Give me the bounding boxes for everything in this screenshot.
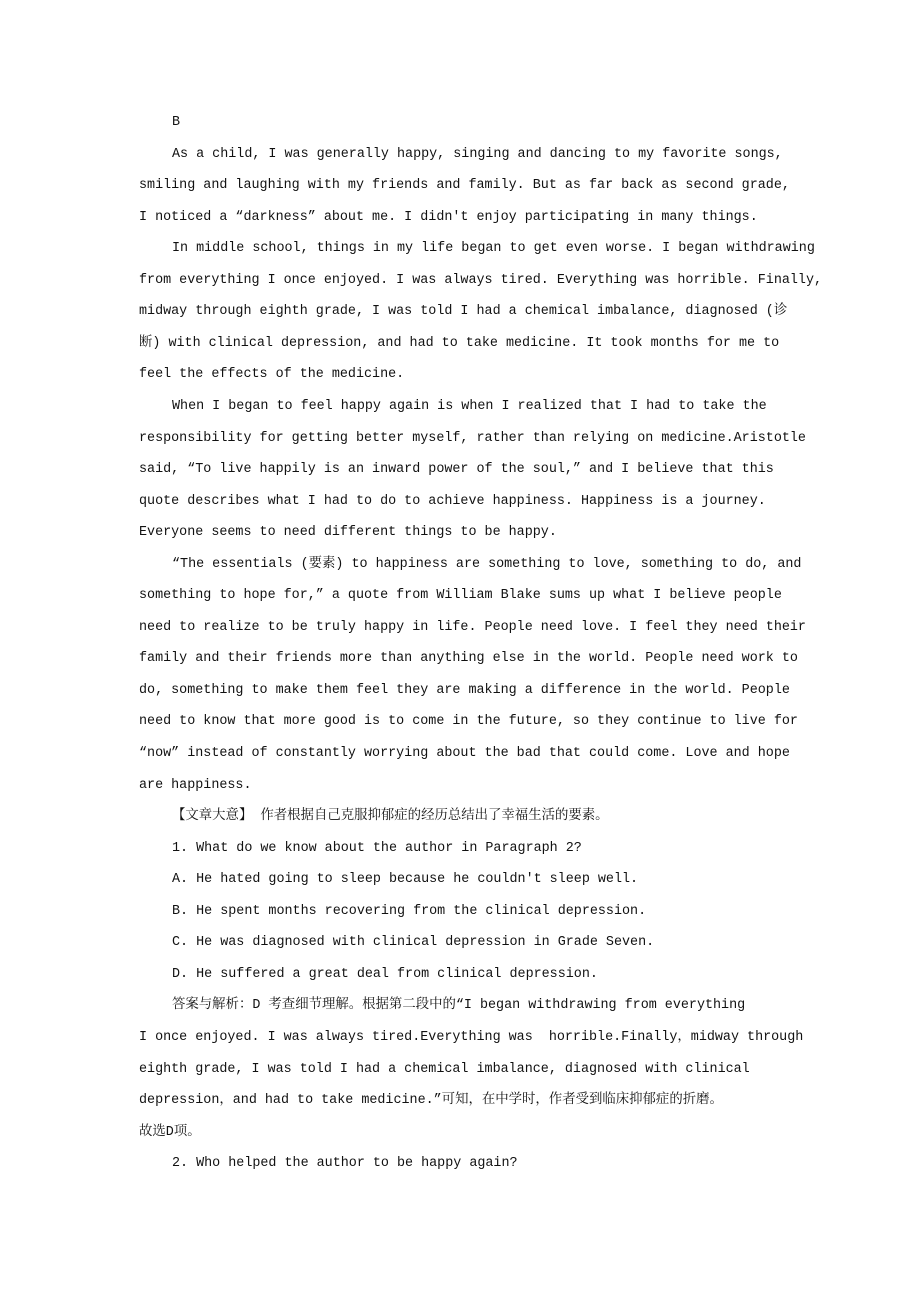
- paragraph-line: something to hope for,” a quote from William Blake sums up what I believe people: [139, 588, 782, 604]
- paragraph-line: do, something to make them feel they are making a difference in the world. People: [139, 682, 790, 698]
- paragraph-line: from everything I once enjoyed. I was always tired. Everything was horrible. Finally,: [139, 272, 823, 288]
- paragraph-line: I noticed a “darkness” about me. I didn't enjoy participating in many things.: [139, 209, 758, 225]
- paragraph-line: said, “To live happily is an inward power of the soul,” and I believe that this: [139, 462, 774, 478]
- paragraph-line: need to realize to be truly happy in life. People need love. I feel they need their: [139, 619, 806, 635]
- paragraph-line: need to know that more good is to come in the future, so they continue to live for: [139, 714, 798, 730]
- paragraph-line: responsibility for getting better myself, rather than relying on medicine.Aristotle: [139, 430, 806, 446]
- paragraph-first-line: When I began to feel happy again is when I realized that I had to take the: [172, 398, 767, 414]
- paragraph-line: 断) with clinical depression, and had to take medicine. It took months for me to: [139, 335, 780, 351]
- paragraph-line: smiling and laughing with my friends and family. But as far back as second grade,: [139, 178, 790, 194]
- paragraph-first-line: 答案与解析：D 考查细节理解。根据第二段中的“I began withdrawing from everything: [172, 998, 746, 1014]
- paragraph-first-line: In middle school, things in my life began to get even worse. I began withdrawing: [172, 241, 815, 257]
- paragraph-first-line: A. He hated going to sleep because he couldn't sleep well.: [172, 872, 639, 888]
- paragraph-line: I once enjoyed. I was always tired.Everything was horrible.Finally，midway through: [139, 1029, 804, 1045]
- paragraph-line: depression，and had to take medicine.”可知，在中学时，作者受到临床抑郁症的折磨。: [139, 1093, 723, 1109]
- paragraph-line: eighth grade, I was told I had a chemical imbalance, diagnosed with clinical: [139, 1061, 750, 1077]
- paragraph-line: quote describes what I had to do to achieve happiness. Happiness is a journey.: [139, 493, 766, 509]
- paragraph-first-line: B. He spent months recovering from the clinical depression.: [172, 903, 647, 919]
- paragraph-line: Everyone seems to need different things to be happy.: [139, 525, 557, 541]
- paragraph-line: 故选D项。: [139, 1124, 201, 1140]
- paragraph-first-line: 2. Who helped the author to be happy again?: [172, 1156, 518, 1172]
- paragraph-first-line: As a child, I was generally happy, singing and dancing to my favorite songs,: [172, 146, 783, 162]
- paragraph-first-line: D. He suffered a great deal from clinical depression.: [172, 966, 598, 982]
- paragraph-line: are happiness.: [139, 777, 252, 793]
- paragraph-first-line: C. He was diagnosed with clinical depression in Grade Seven.: [172, 935, 655, 951]
- paragraph-first-line: “The essentials (要素) to happiness are something to love, something to do, and: [172, 556, 802, 572]
- paragraph-line: family and their friends more than anything else in the world. People need work to: [139, 651, 798, 667]
- paragraph-first-line: 【文章大意】 作者根据自己克服抑郁症的经历总结出了幸福生活的要素。: [172, 809, 609, 825]
- paragraph-line: midway through eighth grade, I was told I had a chemical imbalance, diagnosed (诊: [139, 304, 788, 320]
- paragraph-first-line: 1. What do we know about the author in Paragraph 2?: [172, 840, 582, 856]
- paragraph-line: “now” instead of constantly worrying about the bad that could come. Love and hope: [139, 746, 790, 761]
- paragraph-line: feel the effects of the medicine.: [139, 367, 405, 383]
- paragraph-first-line: B: [172, 115, 181, 130]
